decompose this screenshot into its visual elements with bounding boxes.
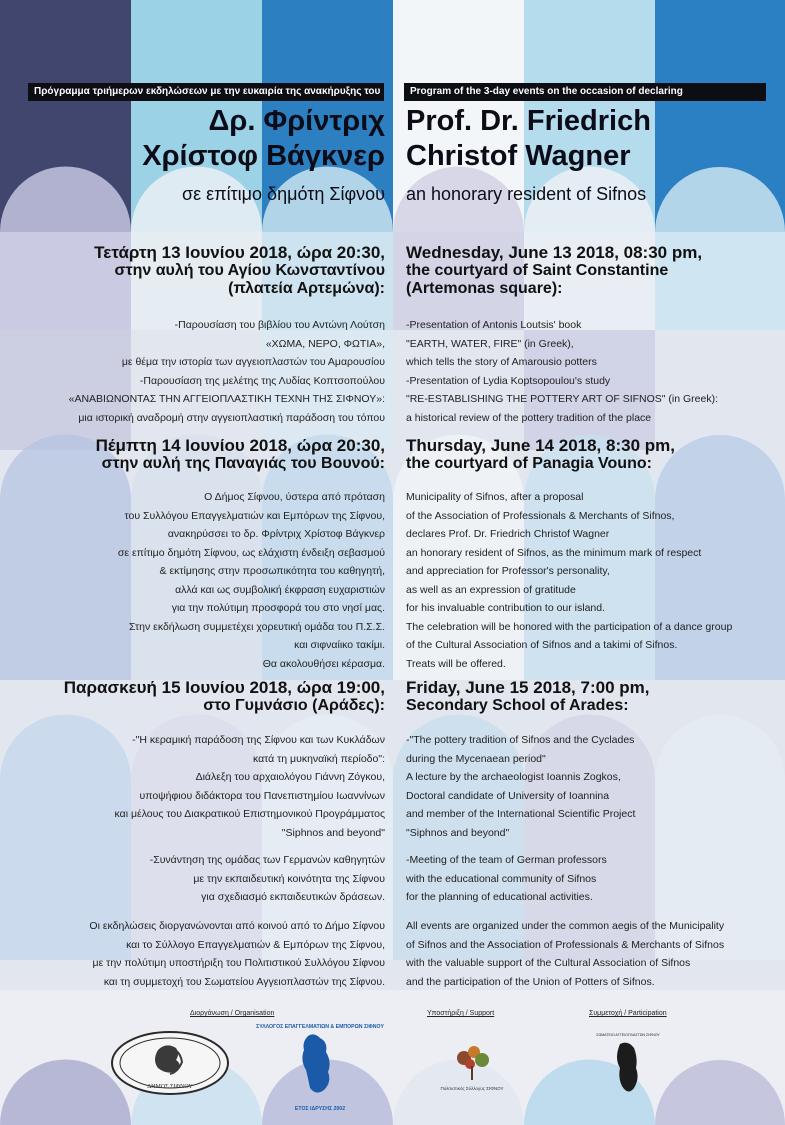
day3-heading-english: Friday, June 15 2018, 7:00 pm, Secondary School of Arades:: [406, 678, 650, 714]
day3-heading-greek: Παρασκευή 15 Ιουνίου 2018, ώρα 19:00, στο Γυμνάσιο (Αράδες):: [63, 678, 385, 714]
day3-meeting-english: -Meeting of the team of German professors with the educational community of Sifnos for the planning of educational activities.: [406, 854, 607, 903]
municipality-seal-logo: [110, 1030, 230, 1096]
closing-note-greek: Οι εκδηλώσεις διοργανώνονται από κοινού από το Δήμο Σίφνου και το Σύλλογο Επαγγελματιών & Εμπόρων της Σίφνου, με την πολύτιμη υποστήριξη του Πολιτιστικού Συλλόγου Σίφνου και τη συμμετοχή του Σωματείου Αγγειοπλαστών της Σίφνου.: [89, 920, 385, 988]
day2-body-english: Municipality of Sifnos, after a proposal of the Association of Professionals & Merchants of Sifnos, declares Prof. Dr. Friedrich Christof Wagner an honorary resident of Sifnos, as the minimum mark of respect and appreciation for Professor's personality, as well as an expression of gratitude for his invaluable contribution to our island. The celebration will be honored with the participation of a dance group of the Cultural Association of Sifnos and a takimi of Sifnos. Treats will be offered.: [406, 491, 733, 670]
header-bar-greek: Πρόγραμμα τριήμερων εκδηλώσεων με την ευκαιρία της ανακήρυξης του: [28, 83, 384, 101]
honoree-name-english: Prof. Dr. Friedrich Christof Wagner: [406, 105, 651, 172]
association-logo: [256, 1022, 384, 1114]
potters-union-text: ΣΩΜΑΤΕΙΟ ΑΓΓΕΙΟΠΛΑΣΤΩΝ ΣΙΦΝΟΥ: [596, 1033, 660, 1037]
day1-body-english: -Presentation of Antonis Loutsis' book "EARTH, WATER, FIRE" (in Greek), which tells the story of Amarousio potters -Presentation of Lydia Koptsopoulou's study "RE-ESTABLISHING THE POTTERY ART OF SIFNOS" (in Greek): a historical review of the pottery tradition of the place: [406, 319, 719, 424]
day1-body-greek: -Παρουσίαση του βιβλίου του Αντώνη Λούτση «ΧΩΜΑ, ΝΕΡΟ, ΦΩΤΙΑ», με θέμα την ιστορία των αγγειοπλαστών του Αμαρουσίου -Παρουσίαση της μελέτης της Λυδίας Κοπτσοπούλου «ΑΝΑΒΙΩΝΟΝΤΑΣ ΤΗΝ ΑΓΓΕΙΟΠΛΑΣΤΙΚΗ ΤΕΧΝΗ ΤΗΣ ΣΙΦΝΟΥ»: μια ιστορική αναδρομή στην αγγειοπλαστική παράδοση του τόπου: [68, 319, 385, 424]
day3-meeting-greek: -Συνάντηση της ομάδας των Γερμανών καθηγητών με την εκπαιδευτική κοινότητα της Σίφνου για σχεδιασμό εκπαιδευτικών δράσεων.: [149, 854, 385, 903]
participation-caption: Συμμετοχή / Participation: [589, 1010, 667, 1017]
cultural-association-logo: [440, 1040, 504, 1100]
day2-heading-english: Thursday, June 14 2018, 8:30 pm, the courtyard of Panagia Vouno:: [406, 436, 675, 472]
municipality-seal-text: ΔΗΜΟΣ ΣΙΦΝΟΥ: [147, 1084, 193, 1090]
day3-body-english: -"The pottery tradition of Sifnos and the Cyclades during the Mycenaean period" A lecture by the archaeologist Ioannis Zogkos, Doctoral candidate of University of Ioannina and member of the International Scientific Project "Siphnos and beyond": [406, 734, 636, 839]
header-bar-english: Program of the 3-day events on the occasion of declaring: [404, 83, 766, 101]
cultural-association-text: Πολιτιστικός Σύλλογος ΣΙΦΝΟΥ: [440, 1086, 504, 1091]
potters-union-logo: [596, 1030, 660, 1100]
honoree-name-greek: Δρ. Φρίντριχ Χρίστοφ Βάγκνερ: [142, 105, 385, 172]
support-caption: Υποστήριξη / Support: [427, 1010, 495, 1017]
honorary-subtitle-english: an honorary resident of Sifnos: [406, 184, 647, 204]
honorary-subtitle-greek: σε επίτιμο δημότη Σίφνου: [181, 184, 385, 204]
day1-heading-greek: Τετάρτη 13 Ιουνίου 2018, ώρα 20:30, στην αυλή του Αγίου Κωνσταντίνου (πλατεία Αρτεμώνα):: [94, 243, 385, 297]
organisation-caption: Διοργάνωση / Organisation: [190, 1010, 275, 1017]
closing-note-english: All events are organized under the common aegis of the Municipality of Sifnos and the Association of Professionals & Merchants of Sifnos with the valuable support of the Cultural Association of Sifnos and the participation of the Union of Potters of Sifnos.: [406, 920, 725, 988]
association-year-text: ΕΤΟΣ ΙΔΡΥΣΗΣ 2002: [294, 1106, 346, 1112]
day1-heading-english: Wednesday, June 13 2018, 08:30 pm, the courtyard of Saint Constantine (Artemonas square):: [406, 243, 703, 297]
day3-body-greek: -"Η κεραμική παράδοση της Σίφνου και των Κυκλάδων κατά τη μυκηναϊκή περίοδο": Διάλεξη του αρχαιολόγου Γιάννη Ζόγκου, υποψήφιου διδάκτορα του Πανεπιστημίου Ιωαννίνων και μέλους του Διακρατικού Επιστημονικού Προγράμματος "Siphnos and beyond": [114, 734, 385, 839]
day2-heading-greek: Πέμπτη 14 Ιουνίου 2018, ώρα 20:30, στην αυλή της Παναγιάς του Βουνού:: [95, 436, 385, 472]
day2-body-greek: Ο Δήμος Σίφνου, ύστερα από πρόταση του Συλλόγου Επαγγελματιών και Εμπόρων της Σίφνου, ανακηρύσσει το δρ. Φρίντριχ Χρίστοφ Βάγκνερ σε επίτιμο δημότη Σίφνου, ως ελάχιστη ένδειξη σεβασμού & εκτίμησης στην προσωπικότητα του καθηγητή, αλλά και ως συμβολική έκφραση ευχαριστιών για την πολύτιμη προσφορά του στο νησί μας. Στην εκδήλωση συμμετέχει χορευτική ομάδα του Π.Σ.Σ. και σιφναίικο τακίμι. Θα ακολουθήσει κέρασμα.: [117, 491, 385, 670]
association-title-text: ΣΥΛΛΟΓΟΣ ΕΠΑΓΓΕΛΜΑΤΙΩΝ & ΕΜΠΟΡΩΝ ΣΙΦΝΟΥ: [256, 1024, 384, 1030]
